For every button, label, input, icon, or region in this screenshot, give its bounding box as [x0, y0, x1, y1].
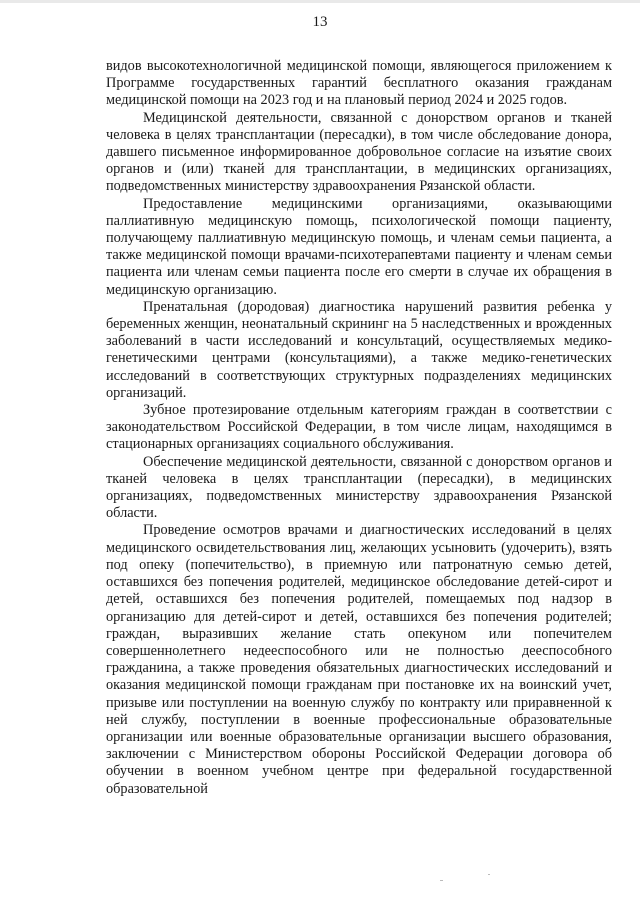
- paragraph-continued-hightech-care: видов высокотехнологичной медицинской помощи, являющегося приложением к Программе государственных гарантий бесплатного оказания гражданам медицинской помощи на 2023 год и на плановый период 2024 и 2025 годов.: [106, 58, 612, 109]
- scan-speck: [440, 880, 443, 881]
- paragraph-organ-donation-activity: Медицинской деятельности, связанной с донорством органов и тканей человека в целях трансплантации (пересадки), в том числе обследование донора, давшего письменное информированное добровольное согласие на изъятие своих органов и (или) тканей для трансплантации, в медицинских организациях, подведомственных министерству здравоохранения Рязанской области.: [106, 109, 612, 195]
- scan-speck: [488, 874, 490, 875]
- document-body: [106, 58, 612, 798]
- paragraph-organ-donation-support: Обеспечение медицинской деятельности, связанной с донорством органов и тканей человека в целях трансплантации (пересадки), в медицинских организациях, подведомственных министерству здравоохранения Рязанской области.: [106, 453, 612, 522]
- paragraph-medical-examinations: Проведение осмотров врачами и диагностических исследований в целях медицинского освидетельствования лиц, желающих усыновить (удочерить), взять под опеку (попечительство), в приемную или патронатную семью детей, оставшихся без попечения родителей, медицинское обследование детей-сирот и детей, оставшихся без попечения родителей, помещаемых под надзор в организацию для детей-сирот и детей, оставшихся без попечения родителей; граждан, выразивших желание стать опекуном или попечителем совершеннолетнего недееспособного или не полностью дееспособного гражданина, а также проведения обязательных диагностических исследований и оказания медицинской помощи гражданам при постановке их на воинский учет, призыве или поступлении на военную службу по контракту или приравненной к ней службу, поступлении в военные профессиональные образовательные организации или военные образовательные организации высшего образования, заключении с Министерством обороны Российской Федерации договора об обучении в военном учебном центре при федеральной государственной образовательной: [106, 522, 612, 797]
- paragraph-dental-prosthetics: Зубное протезирование отдельным категориям граждан в соответствии с законодательством Российской Федерации, в том числе лицам, находящимся в стационарных организациях социального обслуживания.: [106, 402, 612, 453]
- page-number: 13: [312, 14, 328, 30]
- scan-top-edge: [0, 0, 640, 3]
- paragraph-prenatal-diagnostics: Пренатальная (дородовая) диагностика нарушений развития ребенка у беременных женщин, неонатальный скрининг на 5 наследственных и врожденных заболеваний в части исследований и консультаций, осуществляемых медико-генетическими центрами (консультациями), а также медико-генетических исследований в соответствующих структурных подразделениях медицинских организаций.: [106, 298, 612, 401]
- paragraph-palliative-psychological-help: Предоставление медицинскими организациями, оказывающими паллиативную медицинскую помощь, психологической помощи пациенту, получающему паллиативную медицинскую помощь, и членам семьи пациента, а также медицинской помощи врачами-психотерапевтами пациенту и членам семьи пациента или членам семьи пациента после его смерти в случае их обращения в медицинскую организацию.: [106, 195, 612, 298]
